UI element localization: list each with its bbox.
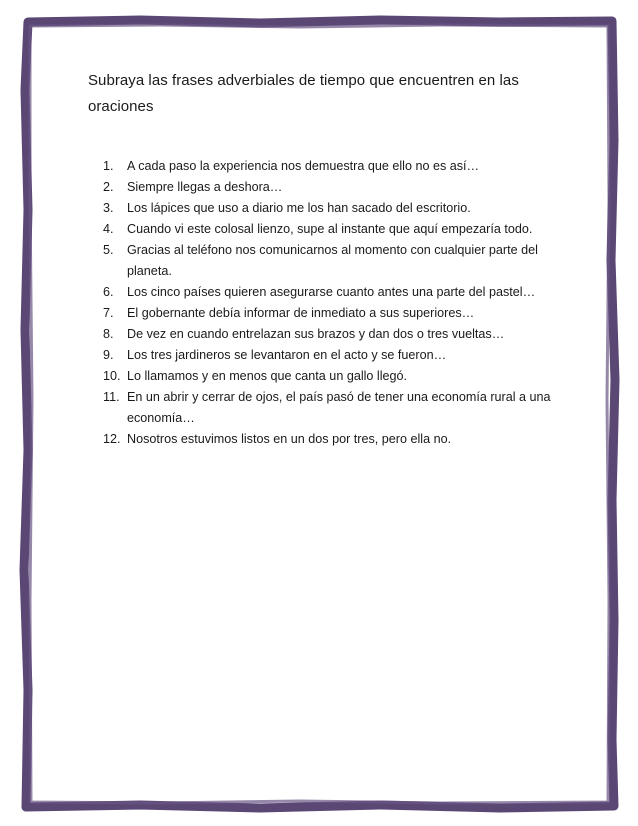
list-item: [88, 429, 568, 450]
list-item: [88, 198, 568, 219]
item-text: El gobernante debía informar de inmediato a sus superiores…: [127, 306, 475, 320]
list-item: [88, 177, 568, 198]
item-text: Los cinco países quieren asegurarse cuanto antes una parte del pastel…: [127, 285, 536, 299]
item-number: 10.: [103, 369, 121, 383]
item-text: Lo llamamos y en menos que canta un gallo llegó.: [127, 369, 408, 383]
item-text: A cada paso la experiencia nos demuestra que ello no es así…: [127, 159, 480, 173]
item-text: Siempre llegas a deshora…: [127, 180, 283, 194]
list-item: [88, 324, 568, 345]
item-text: Cuando vi este colosal lienzo, supe al instante que aquí empezaría todo.: [127, 222, 533, 236]
page-title-line-2: oraciones: [88, 98, 154, 115]
item-text: Los lápices que uso a diario me los han sacado del escritorio.: [127, 201, 471, 215]
item-number: 7.: [103, 306, 114, 320]
list-item: [88, 156, 568, 177]
item-text: En un abrir y cerrar de ojos, el país pasó de tener una economía rural a una economía…: [127, 390, 551, 425]
list-item: [88, 282, 568, 303]
item-text: Gracias al teléfono nos comunicarnos al momento con cualquier parte del planeta.: [127, 243, 538, 278]
item-text: Nosotros estuvimos listos en un dos por tres, pero ella no.: [127, 432, 452, 446]
item-number: 3.: [103, 201, 114, 215]
list-item: [88, 366, 568, 387]
item-number: 8.: [103, 327, 114, 341]
list-item: [88, 240, 568, 282]
item-number: 2.: [103, 180, 114, 194]
item-number: 4.: [103, 222, 114, 236]
document-content: [88, 68, 568, 450]
item-number: 9.: [103, 348, 114, 362]
sentence-list: [88, 156, 568, 450]
list-item: [88, 345, 568, 366]
item-number: 11.: [103, 390, 120, 404]
page-title-line-1: Subraya las frases adverbiales de tiempo que encuentren en las: [88, 72, 519, 89]
list-item: [88, 219, 568, 240]
item-number: 1.: [103, 159, 114, 173]
list-item: [88, 387, 568, 429]
page-title: [88, 68, 568, 120]
list-item: [88, 303, 568, 324]
item-number: 12.: [103, 432, 121, 446]
item-text: De vez en cuando entrelazan sus brazos y dan dos o tres vueltas…: [127, 327, 505, 341]
item-text: Los tres jardineros se levantaron en el acto y se fueron…: [127, 348, 447, 362]
item-number: 5.: [103, 243, 114, 257]
item-number: 6.: [103, 285, 114, 299]
